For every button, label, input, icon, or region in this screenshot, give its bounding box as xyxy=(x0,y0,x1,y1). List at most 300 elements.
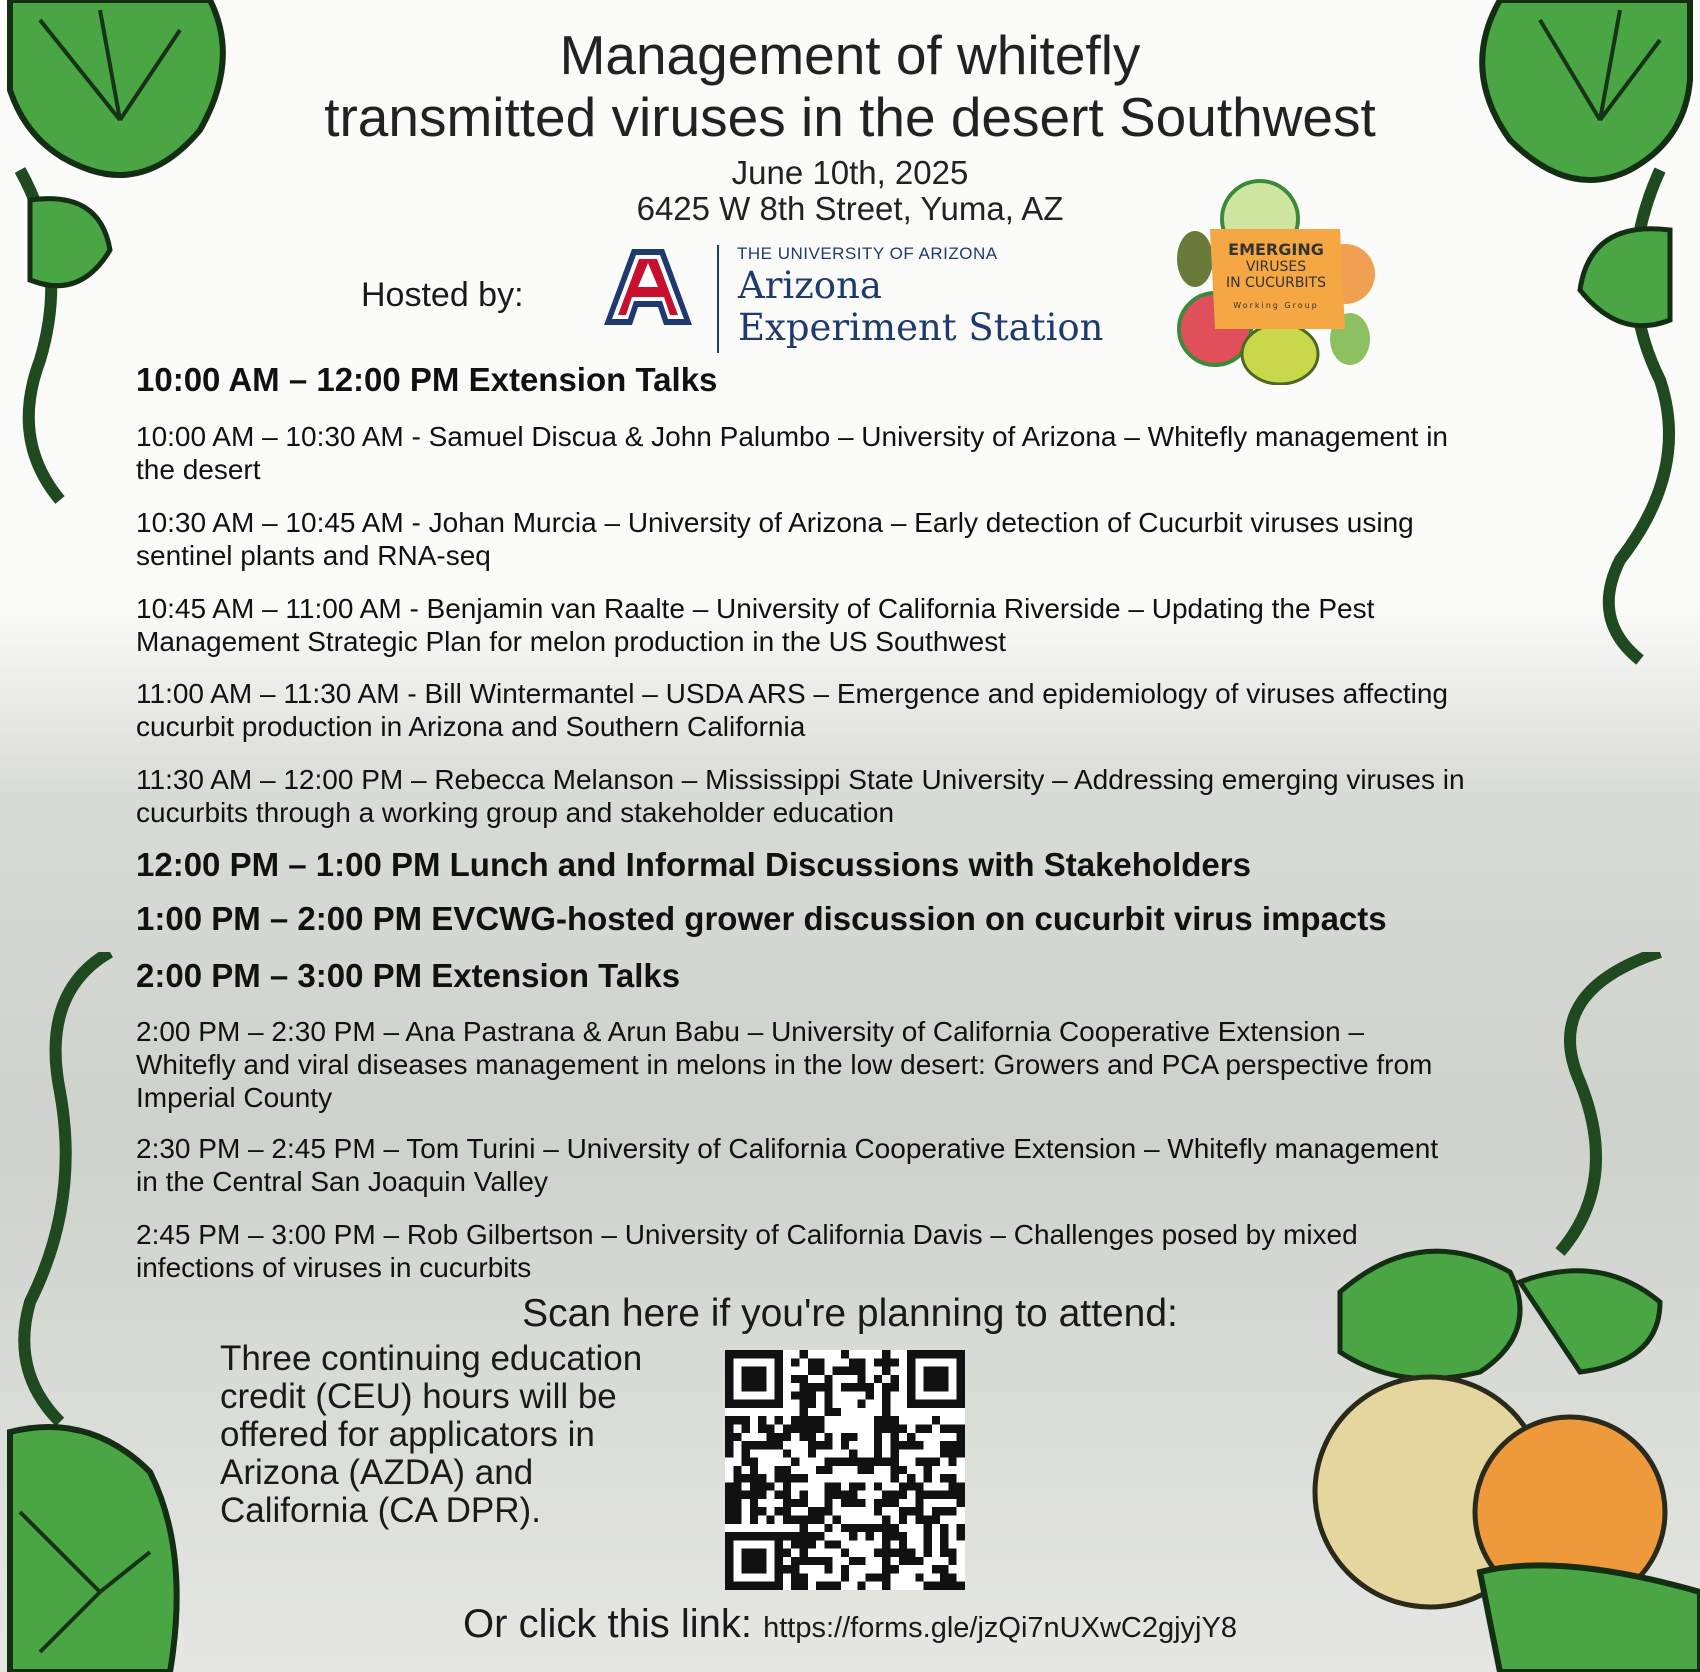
qr-module xyxy=(932,1507,940,1515)
qr-module xyxy=(725,1507,733,1515)
qr-module xyxy=(824,1400,832,1408)
section-heading-lunch: 12:00 PM – 1:00 PM Lunch and Informal Discussions with Stakeholders xyxy=(136,846,1251,883)
qr-module xyxy=(758,1565,766,1573)
qr-module xyxy=(948,1507,956,1515)
qr-module xyxy=(932,1416,940,1424)
qr-module xyxy=(725,1350,733,1358)
qr-module xyxy=(924,1367,932,1375)
qr-module xyxy=(924,1582,932,1590)
ua-logo-line-2: Experiment Station xyxy=(738,306,1104,349)
qr-module xyxy=(766,1424,774,1432)
qr-module xyxy=(824,1565,832,1573)
qr-module xyxy=(874,1499,882,1507)
evcwg-logo-text xyxy=(1205,240,1347,310)
line: Arizona (AZDA) and xyxy=(220,1453,534,1492)
qr-module xyxy=(940,1573,948,1581)
qr-module xyxy=(940,1507,948,1515)
qr-module xyxy=(833,1408,841,1416)
qr-module xyxy=(841,1491,849,1499)
qr-module xyxy=(808,1441,816,1449)
qr-module xyxy=(816,1367,824,1375)
qr-module xyxy=(841,1383,849,1391)
title-line-1: Management of whitefly xyxy=(559,24,1141,86)
qr-module xyxy=(775,1391,783,1399)
qr-module xyxy=(874,1482,882,1490)
qr-module xyxy=(725,1499,733,1507)
qr-module xyxy=(750,1350,758,1358)
agenda-item xyxy=(136,592,1556,658)
qr-module xyxy=(857,1358,865,1366)
ceu-note xyxy=(220,1340,680,1530)
qr-module xyxy=(742,1383,750,1391)
qr-module xyxy=(940,1491,948,1499)
qr-module xyxy=(915,1482,923,1490)
qr-module xyxy=(866,1458,874,1466)
qr-module xyxy=(907,1400,915,1408)
qr-module xyxy=(948,1400,956,1408)
qr-module xyxy=(824,1433,832,1441)
qr-module xyxy=(932,1367,940,1375)
qr-module xyxy=(874,1524,882,1532)
qr-module xyxy=(799,1532,807,1540)
qr-module xyxy=(824,1582,832,1590)
line: 11:00 AM – 11:30 AM - Bill Wintermantel – USDA ARS – Emergence and epidemiology of viruses affecting xyxy=(136,678,1449,709)
qr-module xyxy=(824,1391,832,1399)
qr-module xyxy=(932,1565,940,1573)
qr-module xyxy=(857,1582,865,1590)
qr-module xyxy=(742,1491,750,1499)
qr-module xyxy=(799,1582,807,1590)
qr-module xyxy=(750,1367,758,1375)
qr-module xyxy=(799,1491,807,1499)
qr-module xyxy=(899,1549,907,1557)
qr-module xyxy=(816,1532,824,1540)
line: in the Central San Joaquin Valley xyxy=(136,1166,548,1197)
qr-module xyxy=(957,1424,965,1432)
qr-module xyxy=(733,1433,741,1441)
qr-module xyxy=(957,1367,965,1375)
agenda-item xyxy=(136,677,1556,743)
qr-module xyxy=(940,1350,948,1358)
ua-logo-small-text: THE UNIVERSITY OF ARIZONA xyxy=(737,244,998,263)
qr-module xyxy=(791,1557,799,1565)
qr-module xyxy=(733,1482,741,1490)
qr-module xyxy=(808,1383,816,1391)
qr-module xyxy=(899,1507,907,1515)
qr-module xyxy=(766,1350,774,1358)
qr-module xyxy=(899,1466,907,1474)
qr-module xyxy=(891,1466,899,1474)
qr-module xyxy=(948,1424,956,1432)
qr-module xyxy=(824,1499,832,1507)
qr-module xyxy=(742,1416,750,1424)
qr-module xyxy=(750,1499,758,1507)
qr-module xyxy=(849,1499,857,1507)
qr-module xyxy=(841,1549,849,1557)
line: 11:30 AM – 12:00 PM – Rebecca Melanson – Mississippi State University – Addressing emerging viruses in xyxy=(136,764,1465,795)
qr-module xyxy=(932,1491,940,1499)
qr-module xyxy=(758,1416,766,1424)
qr-module xyxy=(841,1367,849,1375)
qr-module xyxy=(932,1582,940,1590)
qr-module xyxy=(791,1516,799,1524)
qr-module xyxy=(808,1367,816,1375)
qr-module xyxy=(841,1499,849,1507)
qr-module xyxy=(824,1482,832,1490)
qr-module xyxy=(882,1367,890,1375)
qr-module xyxy=(907,1433,915,1441)
qr-module xyxy=(725,1540,733,1548)
qr-module xyxy=(733,1516,741,1524)
qr-module xyxy=(841,1458,849,1466)
registration-link[interactable]: https://forms.gle/jzQi7nUXwC2gjyjY8 xyxy=(763,1612,1237,1644)
qr-module xyxy=(750,1516,758,1524)
qr-module xyxy=(742,1441,750,1449)
qr-module xyxy=(775,1350,783,1358)
qr-module xyxy=(799,1573,807,1581)
qr-module xyxy=(924,1350,932,1358)
qr-module xyxy=(882,1424,890,1432)
qr-module xyxy=(808,1358,816,1366)
qr-module xyxy=(891,1416,899,1424)
qr-module xyxy=(957,1400,965,1408)
qr-module xyxy=(866,1573,874,1581)
qr-module xyxy=(899,1532,907,1540)
line: Three continuing education xyxy=(220,1339,643,1378)
qr-module xyxy=(957,1582,965,1590)
qr-module xyxy=(932,1458,940,1466)
qr-module xyxy=(791,1474,799,1482)
qr-module xyxy=(899,1557,907,1565)
qr-module xyxy=(915,1491,923,1499)
qr-module xyxy=(775,1383,783,1391)
qr-module xyxy=(915,1424,923,1432)
qr-module xyxy=(891,1549,899,1557)
qr-module xyxy=(758,1375,766,1383)
qr-module xyxy=(874,1449,882,1457)
qr-module xyxy=(783,1532,791,1540)
qr-module xyxy=(750,1565,758,1573)
line: 2:00 PM – 2:30 PM – Ana Pastrana & Arun Babu – University of California Cooperative Extension – xyxy=(136,1016,1365,1047)
qr-module xyxy=(882,1540,890,1548)
qr-module xyxy=(824,1408,832,1416)
qr-module xyxy=(733,1491,741,1499)
qr-module xyxy=(824,1540,832,1548)
qr-module xyxy=(932,1400,940,1408)
qr-module xyxy=(808,1416,816,1424)
qr-module xyxy=(833,1582,841,1590)
agenda-item xyxy=(136,763,1556,829)
registration-qr-code[interactable] xyxy=(724,1350,966,1590)
qr-module xyxy=(783,1516,791,1524)
qr-module xyxy=(833,1458,841,1466)
evc-l1: EMERGING xyxy=(1228,240,1324,259)
qr-module xyxy=(775,1433,783,1441)
qr-module xyxy=(841,1350,849,1358)
section-heading-morning-talks: 10:00 AM – 12:00 PM Extension Talks xyxy=(136,361,718,398)
qr-module xyxy=(725,1491,733,1499)
qr-module xyxy=(791,1532,799,1540)
qr-module xyxy=(725,1358,733,1366)
qr-module xyxy=(799,1433,807,1441)
qr-module xyxy=(775,1474,783,1482)
qr-module xyxy=(799,1375,807,1383)
qr-module xyxy=(816,1424,824,1432)
qr-module xyxy=(824,1375,832,1383)
qr-module xyxy=(725,1516,733,1524)
qr-module xyxy=(857,1400,865,1408)
qr-module xyxy=(750,1383,758,1391)
hosted-by-label: Hosted by: xyxy=(361,276,524,314)
qr-module xyxy=(742,1549,750,1557)
qr-module xyxy=(891,1458,899,1466)
qr-module xyxy=(899,1482,907,1490)
qr-module xyxy=(882,1573,890,1581)
qr-module xyxy=(808,1516,816,1524)
qr-module xyxy=(808,1557,816,1565)
qr-module xyxy=(775,1491,783,1499)
qr-module xyxy=(775,1549,783,1557)
qr-module xyxy=(891,1383,899,1391)
qr-module xyxy=(742,1532,750,1540)
qr-module xyxy=(924,1383,932,1391)
qr-module xyxy=(948,1449,956,1457)
qr-module xyxy=(891,1565,899,1573)
qr-module xyxy=(799,1474,807,1482)
qr-module xyxy=(750,1458,758,1466)
qr-module xyxy=(957,1391,965,1399)
qr-module xyxy=(799,1557,807,1565)
qr-module xyxy=(957,1491,965,1499)
qr-module xyxy=(808,1391,816,1399)
qr-module xyxy=(915,1400,923,1408)
qr-module xyxy=(775,1375,783,1383)
qr-module xyxy=(775,1416,783,1424)
qr-module xyxy=(758,1400,766,1408)
qr-module xyxy=(750,1400,758,1408)
qr-module xyxy=(874,1549,882,1557)
qr-module xyxy=(948,1350,956,1358)
qr-module xyxy=(915,1573,923,1581)
qr-module xyxy=(725,1565,733,1573)
qr-module xyxy=(733,1416,741,1424)
qr-module xyxy=(833,1367,841,1375)
qr-module xyxy=(808,1433,816,1441)
qr-module xyxy=(833,1482,841,1490)
qr-module xyxy=(775,1507,783,1515)
qr-module xyxy=(948,1582,956,1590)
qr-module xyxy=(742,1400,750,1408)
qr-module xyxy=(891,1491,899,1499)
qr-module xyxy=(882,1400,890,1408)
qr-module xyxy=(924,1458,932,1466)
qr-module xyxy=(866,1383,874,1391)
qr-module xyxy=(766,1433,774,1441)
qr-module xyxy=(907,1350,915,1358)
line: 2:45 PM – 3:00 PM – Rob Gilbertson – University of California Davis – Challenges posed by mixed xyxy=(136,1219,1358,1250)
qr-module xyxy=(857,1557,865,1565)
qr-module xyxy=(750,1482,758,1490)
qr-module xyxy=(882,1549,890,1557)
qr-module xyxy=(791,1458,799,1466)
qr-module xyxy=(940,1400,948,1408)
line: cucurbit production in Arizona and Southern California xyxy=(136,711,806,742)
qr-module xyxy=(799,1549,807,1557)
qr-module xyxy=(775,1557,783,1565)
qr-module xyxy=(924,1375,932,1383)
qr-module xyxy=(882,1458,890,1466)
qr-module xyxy=(882,1383,890,1391)
qr-module xyxy=(799,1350,807,1358)
qr-module xyxy=(866,1466,874,1474)
qr-module xyxy=(849,1491,857,1499)
qr-module xyxy=(766,1400,774,1408)
qr-module xyxy=(725,1424,733,1432)
qr-module xyxy=(791,1573,799,1581)
qr-module xyxy=(783,1474,791,1482)
line: 10:45 AM – 11:00 AM - Benjamin van Raalte – University of California Riverside – Updating the Pest xyxy=(136,593,1375,624)
qr-module xyxy=(775,1540,783,1548)
qr-module xyxy=(924,1424,932,1432)
qr-module xyxy=(899,1540,907,1548)
evc-l2: VIRUSES xyxy=(1245,259,1307,275)
qr-module xyxy=(940,1449,948,1457)
qr-module xyxy=(824,1458,832,1466)
qr-module xyxy=(957,1375,965,1383)
qr-module xyxy=(957,1524,965,1532)
qr-module xyxy=(783,1499,791,1507)
qr-module xyxy=(799,1540,807,1548)
qr-module xyxy=(833,1516,841,1524)
qr-module xyxy=(799,1408,807,1416)
qr-module xyxy=(882,1524,890,1532)
qr-module xyxy=(816,1358,824,1366)
agenda-item xyxy=(136,1015,1556,1114)
qr-module xyxy=(775,1358,783,1366)
title-line-2: transmitted viruses in the desert Southwest xyxy=(324,86,1376,148)
qr-module xyxy=(742,1474,750,1482)
qr-module xyxy=(948,1482,956,1490)
qr-module xyxy=(816,1466,824,1474)
qr-module xyxy=(733,1499,741,1507)
qr-module xyxy=(833,1491,841,1499)
qr-module xyxy=(874,1424,882,1432)
event-date: June 10th, 2025 xyxy=(731,154,969,191)
qr-module xyxy=(783,1433,791,1441)
agenda-item xyxy=(136,1132,1556,1198)
link-label: Or click this link: xyxy=(463,1602,752,1646)
qr-module xyxy=(742,1449,750,1457)
qr-module xyxy=(857,1375,865,1383)
qr-module xyxy=(882,1350,890,1358)
qr-module xyxy=(750,1549,758,1557)
qr-module xyxy=(907,1367,915,1375)
qr-module xyxy=(940,1565,948,1573)
qr-module xyxy=(742,1557,750,1565)
qr-module xyxy=(816,1441,824,1449)
qr-module xyxy=(957,1449,965,1457)
qr-module xyxy=(891,1358,899,1366)
qr-module xyxy=(758,1532,766,1540)
qr-module xyxy=(924,1466,932,1474)
line: 10:30 AM – 10:45 AM - Johan Murcia – University of Arizona – Early detection of Cucurbit viruses using xyxy=(136,507,1414,538)
qr-module xyxy=(882,1516,890,1524)
qr-module xyxy=(932,1375,940,1383)
agenda-item xyxy=(136,1218,1556,1284)
qr-module xyxy=(940,1424,948,1432)
qr-module xyxy=(725,1582,733,1590)
qr-module xyxy=(924,1540,932,1548)
event-address: 6425 W 8th Street, Yuma, AZ xyxy=(636,190,1064,227)
qr-module xyxy=(882,1499,890,1507)
qr-module xyxy=(725,1549,733,1557)
qr-module xyxy=(874,1573,882,1581)
qr-module xyxy=(915,1458,923,1466)
qr-module xyxy=(940,1540,948,1548)
qr-module xyxy=(915,1557,923,1565)
qr-module xyxy=(907,1507,915,1515)
qr-module xyxy=(750,1491,758,1499)
qr-module xyxy=(882,1532,890,1540)
qr-module xyxy=(907,1383,915,1391)
qr-module xyxy=(733,1582,741,1590)
qr-module xyxy=(924,1491,932,1499)
qr-module xyxy=(948,1491,956,1499)
qr-module xyxy=(899,1424,907,1432)
qr-module xyxy=(758,1367,766,1375)
qr-module xyxy=(891,1441,899,1449)
qr-module xyxy=(725,1532,733,1540)
qr-module xyxy=(816,1383,824,1391)
qr-module xyxy=(733,1474,741,1482)
qr-module xyxy=(891,1524,899,1532)
university-of-arizona-logo xyxy=(602,247,694,327)
qr-module xyxy=(775,1367,783,1375)
qr-module xyxy=(849,1458,857,1466)
qr-module xyxy=(924,1532,932,1540)
qr-module xyxy=(940,1524,948,1532)
qr-module xyxy=(841,1524,849,1532)
line: offered for applicators in xyxy=(220,1415,595,1454)
qr-module xyxy=(899,1491,907,1499)
qr-module xyxy=(824,1441,832,1449)
qr-module xyxy=(907,1557,915,1565)
qr-module xyxy=(957,1350,965,1358)
qr-module xyxy=(891,1499,899,1507)
qr-module xyxy=(758,1507,766,1515)
qr-module xyxy=(750,1441,758,1449)
qr-module xyxy=(891,1449,899,1457)
qr-module xyxy=(808,1540,816,1548)
qr-module xyxy=(932,1516,940,1524)
qr-module xyxy=(948,1549,956,1557)
qr-module xyxy=(915,1441,923,1449)
qr-module xyxy=(849,1557,857,1565)
qr-module xyxy=(783,1424,791,1432)
qr-module xyxy=(775,1532,783,1540)
qr-module xyxy=(758,1474,766,1482)
line: California (CA DPR). xyxy=(220,1491,541,1530)
qr-module xyxy=(791,1375,799,1383)
qr-module xyxy=(799,1516,807,1524)
qr-module xyxy=(866,1391,874,1399)
qr-module xyxy=(758,1350,766,1358)
qr-module xyxy=(725,1416,733,1424)
qr-module xyxy=(957,1358,965,1366)
qr-module xyxy=(766,1582,774,1590)
qr-module xyxy=(940,1549,948,1557)
qr-module xyxy=(766,1441,774,1449)
